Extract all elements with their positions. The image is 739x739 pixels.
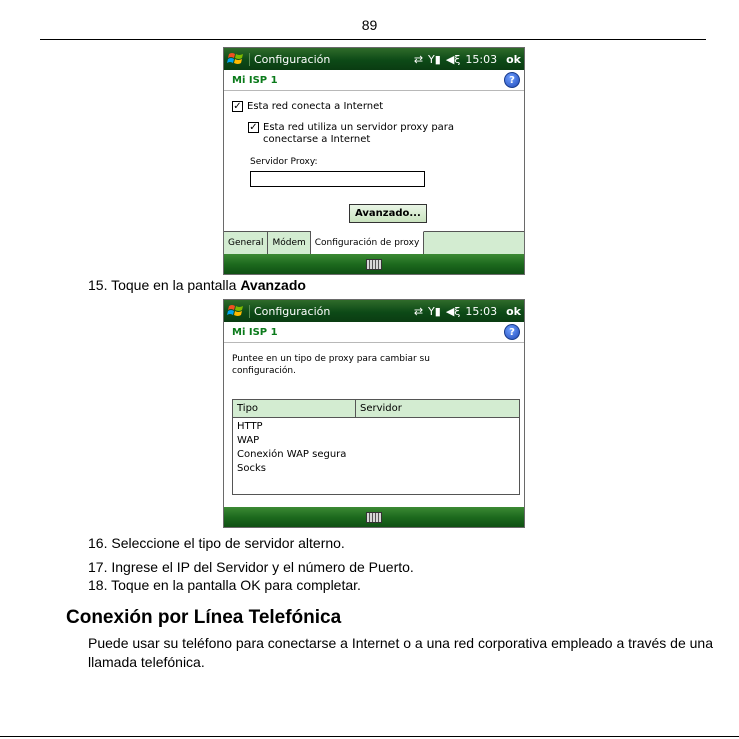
tab-general[interactable]: General <box>224 232 268 254</box>
section-heading: Conexión por Línea Telefónica <box>66 607 342 628</box>
screenshot-proxy-settings <box>223 47 525 275</box>
connectivity-icon[interactable]: ⇄ <box>413 304 424 318</box>
keyboard-icon[interactable] <box>366 512 382 523</box>
page-number: 89 <box>361 17 378 33</box>
step-15 <box>88 277 306 293</box>
help-icon[interactable]: ? <box>504 324 520 340</box>
ok-button[interactable]: ok <box>506 52 521 66</box>
subheader-title: Mi ISP 1 <box>232 74 278 86</box>
tab-bar <box>224 231 524 254</box>
proxy-checkbox[interactable]: ✓ <box>249 122 258 133</box>
volume-icon[interactable]: ◀ξ <box>445 52 461 66</box>
list-item[interactable]: HTTP <box>237 421 263 432</box>
list-item[interactable]: WAP <box>237 435 260 446</box>
help-icon[interactable]: ? <box>504 72 520 88</box>
tab-proxy-settings[interactable]: Configuración de proxy <box>311 231 425 254</box>
signal-icon[interactable]: Y▮ <box>428 304 441 318</box>
connectivity-icon[interactable]: ⇄ <box>413 52 424 66</box>
volume-icon[interactable]: ◀ξ <box>445 304 461 318</box>
internet-checkbox[interactable]: ✓ <box>233 101 242 112</box>
step-18: 18. Toque en la pantalla OK para completar. <box>88 577 361 593</box>
windows-logo-icon[interactable] <box>227 50 245 68</box>
windows-logo-icon[interactable] <box>227 302 245 320</box>
window-title: Configuración <box>249 53 414 66</box>
subheader <box>224 70 524 91</box>
status-area <box>414 305 521 318</box>
status-area <box>414 53 521 66</box>
internet-checkbox-label: Esta red conecta a Internet <box>247 101 384 112</box>
title-bar <box>224 48 524 70</box>
proxy-server-input[interactable] <box>250 171 425 187</box>
step-15-bold: Avanzado <box>240 277 306 293</box>
step-17: 17. Ingrese el IP del Servidor y el número de Puerto. <box>88 559 414 575</box>
proxy-type-table <box>232 399 520 495</box>
proxy-checkbox-label-line1: Esta red utiliza un servidor proxy para <box>263 122 455 133</box>
proxy-checkbox-label <box>263 122 454 146</box>
instructions-text <box>232 353 430 377</box>
body-paragraph: Puede usar su teléfono para conectarse a Internet o a una red corporativa empleado a través de una llamada telefónica. <box>88 635 713 670</box>
window-title: Configuración <box>249 305 414 318</box>
title-bar <box>224 300 524 322</box>
proxy-checkbox-row[interactable] <box>248 122 454 146</box>
proxy-checkbox-label-line2: conectarse a Internet <box>263 134 371 145</box>
header-rule <box>40 39 706 40</box>
step-16: 16. Seleccione el tipo de servidor alterno. <box>88 535 345 551</box>
bottom-bar <box>224 507 524 527</box>
clock[interactable]: 15:03 <box>465 52 498 66</box>
footer-rule <box>0 736 739 737</box>
instructions-line2: configuración. <box>232 366 296 376</box>
subheader-title: Mi ISP 1 <box>232 326 278 338</box>
column-servidor[interactable]: Servidor <box>360 403 402 414</box>
proxy-server-label: Servidor Proxy: <box>250 157 318 167</box>
ok-button[interactable]: ok <box>506 304 521 318</box>
subheader <box>224 322 524 343</box>
tab-modem[interactable]: Módem <box>268 232 310 254</box>
list-item[interactable]: Conexión WAP segura <box>237 449 347 460</box>
table-header <box>233 400 519 418</box>
instructions-line1: Puntee en un tipo de proxy para cambiar su <box>232 354 430 364</box>
bottom-bar <box>224 254 524 274</box>
internet-checkbox-row[interactable] <box>232 101 383 113</box>
step-15-text: 15. Toque en la pantalla <box>88 277 241 293</box>
clock[interactable]: 15:03 <box>465 304 498 318</box>
signal-icon[interactable]: Y▮ <box>428 52 441 66</box>
proxy-type-list <box>233 418 519 478</box>
screenshot-advanced-proxy <box>223 299 525 528</box>
advanced-button[interactable]: Avanzado... <box>349 204 427 223</box>
column-tipo[interactable]: Tipo <box>233 400 356 417</box>
keyboard-icon[interactable] <box>366 259 382 270</box>
list-item[interactable]: Socks <box>237 463 266 474</box>
